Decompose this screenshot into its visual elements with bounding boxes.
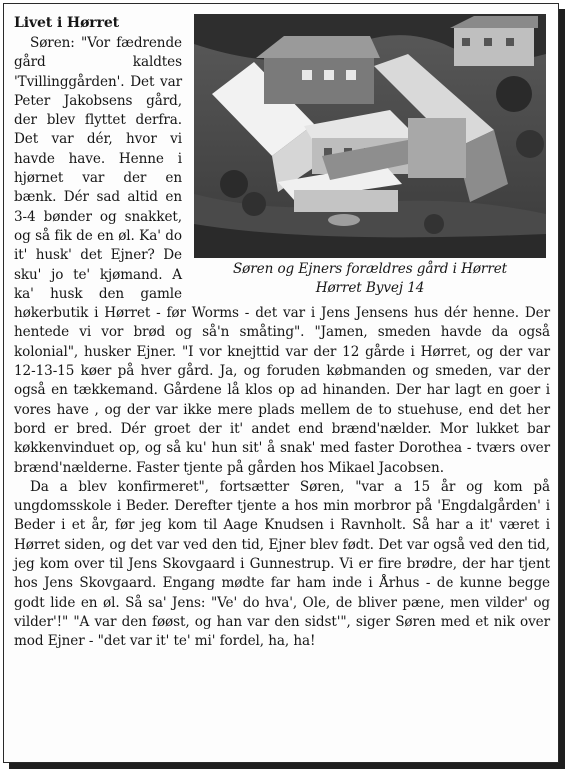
article-paragraph-2: Da a blev konfirmeret", fortsætter Søren, "var a 15 år og kom på ungdomsskole i Beder. Derefter tjente a hos min morbror på 'Engdalgården' i Beder i et år, før jeg kom til Aage Knudsen i Ravnholt. Så har a it' været i Hørret siden, og det var ved den tid, Ejner blev født. Det var også ved den tid, jeg kom over til Jens Skovgaard i Gunnestrup. Vi er fire brødre, der har tjent hos Jens Skovgaard. Engang mødte far ham inde i Århus - de kunne begge godt lide en øl. Så sa' Jens: "Ve' do hva', Ole, de bliver pæne, men vilder' og vilder'!" "A var den føøst, og han var den sidst'", siger Søren med et nik over mod Ejner - "det var it' te' mi' fordel, ha, ha! xyxy=(14,478,550,650)
article xyxy=(14,14,550,652)
farm-aerial-photo xyxy=(194,14,546,258)
article-headline: Livet i Hørret xyxy=(14,15,120,31)
article-paragraph-1: Søren: "Vor fædrende gård kaldtes 'Tvillinggården'. Det var Peter Jakobsens gård, der blev flyttet derfra. Det var dér, hvor vi havde have. Henne i hjørnet var der en bænk. Dér sad altid en 3-4 bønder og snakket, og så fik de en øl. Ka' do it' husk' det Ejner? De sku' jo te' kjømand. A ka' husk den gamle høkerbutik i Hørret - før Worms - det var i Jens Jensens hus dér henne. Der hentede vi vor brød og så'n småting". "Jamen, smeden havde da også kolonial", husker Ejner. "I vor knejttid var der 12 gårde i Hørret, og der var 12-13-15 køer på hver gård. Ja, og foruden købmanden og smeden, var der også en tækkemand. Gårdene lå klos op ad hinanden. Der har lagt en goer i vores have , og der var ikke mere plads mellem de to stuehuse, end det her bord er bred. Dér groet der it' andet end brænd'nælder. Mor lukket bar køkkenvinduet op, og så ku' hun sit' å snak' med faster Dorothea - tværs over brænd'nælderne. Faster tjente på gården hos Mikael Jacobsen. xyxy=(14,35,550,476)
caption-line-2: Hørret Byvej 14 xyxy=(315,280,425,296)
photo-caption xyxy=(190,260,550,298)
caption-line-1: Søren og Ejners forældres gård i Hørret xyxy=(232,261,508,277)
photo-block xyxy=(190,14,550,298)
